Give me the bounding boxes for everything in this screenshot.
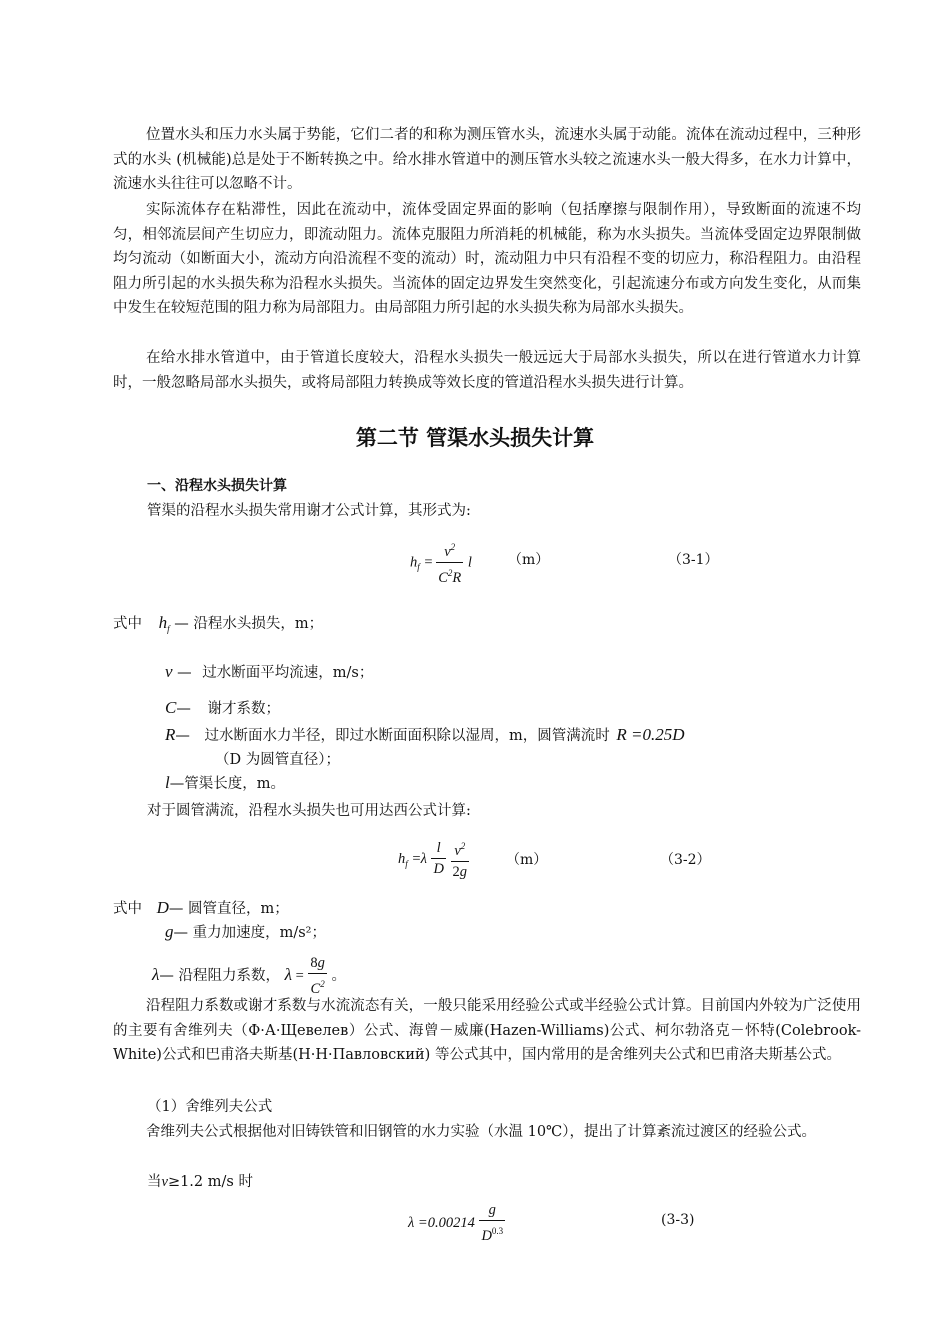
definition-v: v — 过水断面平均流速，m/s； (165, 662, 374, 681)
definition-lambda: λ— 沿程阻力系数， λ = $\frac{8g}{C^2}$ 。 (152, 955, 346, 997)
equation-3-2-number: （3-2） (660, 852, 711, 868)
fraction: $\frac{8g}{C^2}$ (310, 955, 325, 997)
definition-r-note: （D 为圆管直径）； (215, 752, 340, 768)
fraction: $\frac{v^2}{C^2R}$ (436, 537, 463, 588)
fraction: $\frac{v^2}{2g}$ (451, 836, 470, 882)
section-title: 第二节 管渠水头损失计算 (355, 426, 595, 450)
list-item-shevelev: （1）舍维列夫公式 (147, 1099, 273, 1115)
paragraph-head-types: 位置水头和压力水头属于势能，它们二者的和称为测压管水头，流速水头属于动能。流体在流动过程中，三种形式的水头 (机械能)总是处于不断转换之中。给水排水管道中的测压管水头较之流速水头一般大得多，在水力计算中，流速水头往往可以忽略不计。 (113, 127, 861, 192)
equation-3-2: $h_f =\lambda$ $\frac{l}{D}$ $\frac{v^2}{2g}$ (398, 836, 469, 882)
definition-g: g— 重力加速度，m/s²； (165, 922, 326, 941)
definition-c: C— 谢才系数； (165, 698, 280, 717)
darcy-intro: 对于圆管满流，沿程水头损失也可用达西公式计算: (147, 803, 471, 819)
definition-r: R— 过水断面水力半径，即过水断面面积除以湿周，m，圆管满流时 R =0.25D (165, 725, 685, 744)
equation-3-2-unit: （m） (506, 852, 548, 868)
paragraph-pipe-calc: 在给水排水管道中，由于管道长度较大，沿程水头损失一般远远大于局部水头损失，所以在进行管道水力计算时，一般忽略局部水头损失，或将局部阻力转换成等效长度的管道沿程水头损失进行计算。 (113, 350, 861, 391)
condition-line: 当v≥1.2 m/s 时 (147, 1174, 253, 1190)
paragraph-empirical-formulas: 沿程阻力系数或谢才系数与水流流态有关，一般只能采用经验公式或半经验公式计算。目前国内外较为广泛使用的主要有舍维列夫（Ф·А·Щевелев）公式、海曾－威廉(Hazen-Williams)公式、柯尔勃洛克－怀特(Colebrook-White)公式和巴甫洛夫斯基(Н·Н·Павловский) 等公式其中，国内常用的是舍维列夫公式和巴甫洛夫斯基公式。 (113, 998, 861, 1063)
fraction: $\frac{l}{D}$ (433, 840, 444, 878)
definition-hf: 式中 $h_f$ — 沿程水头损失，m； (113, 613, 324, 634)
equation-3-1-number: （3-1） (668, 552, 719, 568)
equation-3-1-unit: （m） (508, 552, 550, 568)
equation-3-3-number: (3-3) (661, 1212, 695, 1228)
paragraph-shevelev: 舍维列夫公式根据他对旧铸铁管和旧钢管的水力实验（水温 10℃），提出了计算紊流过渡区的经验公式。 (146, 1124, 817, 1140)
chezy-intro: 管渠的沿程水头损失常用谢才公式计算，其形式为: (147, 503, 471, 519)
paragraph-head-loss: 实际流体存在粘滞性，因此在流动中，流体受固定界面的影响（包括摩擦与限制作用），导致断面的流速不均匀，相邻流层间产生切应力，即流动阻力。流体克服阻力所消耗的机械能，称为水头损失。当流体受固定边界限制做均匀流动（如断面大小，流动方向沿流程不变的流动）时，流动阻力中只有沿程不变的切应力，称沿程阻力。由沿程阻力所引起的水头损失称为沿程水头损失。当流体的固定边界发生突然变化，引起流速分布或方向发生变化，从而集中发生在较短范围的阻力称为局部阻力。由局部阻力所引起的水头损失称为局部水头损失。 (113, 202, 861, 316)
definition-d: 式中 D— 圆管直径，m； (113, 898, 289, 917)
equation-3-1: $h_f$ = $\frac{v^2}{C^2R}$ l (410, 537, 472, 588)
definition-l: l—管渠长度，m。 (165, 773, 285, 792)
equation-3-3: λ =0.00214 $\frac{g}{D^{0.3}}$ (408, 1202, 504, 1244)
fraction: $\frac{g}{D^{0.3}}$ (481, 1202, 504, 1244)
subsection-title: 一、沿程水头损失计算 (147, 478, 287, 494)
